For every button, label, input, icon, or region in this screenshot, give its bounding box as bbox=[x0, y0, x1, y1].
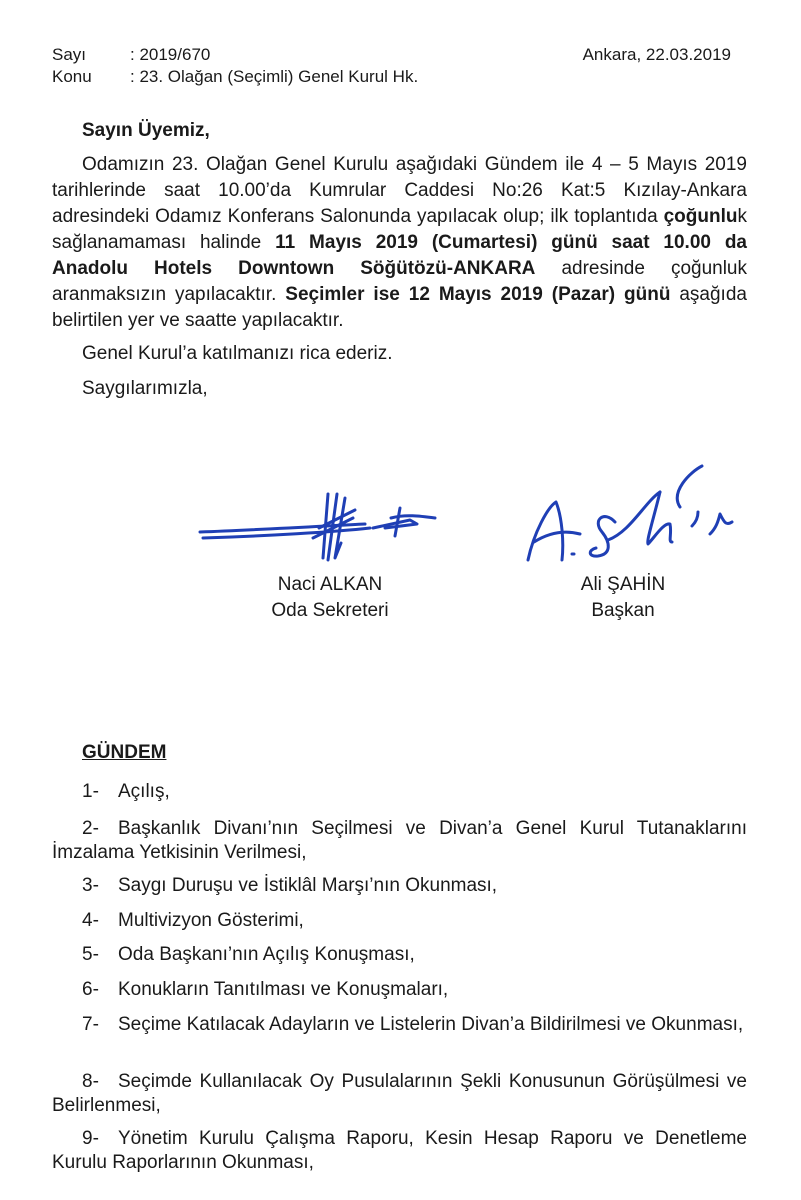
participation-request: Genel Kurul’a katılmanızı rica ederiz. bbox=[82, 343, 393, 364]
subject-value: : 23. Olağan (Seçimli) Genel Kurul Hk. bbox=[130, 67, 419, 86]
text-run: Odamızın 23. Olağan Genel Kurulu aşağıdaki Gündem ile 4 – 5 Mayıs 2019 tarihlerinde saat 10.00’da Kumrular Caddesi No:26 Kat:5 Kızılay-Ankara adresindeki Odamız Konferans Salonunda yapılacak olup; ilk toplantıda bbox=[52, 154, 747, 227]
bold-text-run: 11 Mayıs 2019 (Cumartesi) günü saat 10.00 da Anadolu Hotels Downtown Söğütözü-ANKARA bbox=[52, 232, 747, 279]
agenda-item: 2- Başkanlık Divanı’nın Seçilmesi ve Divan’a Genel Kurul Tutanaklarını İmzalama Yetkisinin Verilmesi, bbox=[52, 818, 747, 863]
agenda-item: 5- Oda Başkanı’nın Açılış Konuşması, bbox=[82, 944, 415, 965]
reference-number-value: : 2019/670 bbox=[130, 45, 211, 64]
agenda-item: 9- Yönetim Kurulu Çalışma Raporu, Kesin Hesap Raporu ve Denetleme Kurulu Raporlarının Okunması, bbox=[52, 1128, 747, 1173]
agenda-item: 6- Konukların Tanıtılması ve Konuşmaları, bbox=[82, 979, 449, 1000]
signatory-name: Ali ŞAHİN bbox=[580, 574, 666, 595]
text-run: adresinde çoğunluk aranmaksızın yapılacaktır. bbox=[52, 258, 747, 305]
letter-header bbox=[0, 44, 801, 94]
signatory-title: Başkan bbox=[591, 600, 655, 621]
agenda-item: 8- Seçimde Kullanılacak Oy Pusulalarının Şekli Konusunun Görüşülmesi ve Belirlenmesi, bbox=[52, 1071, 747, 1116]
bold-text-run: çoğunlu bbox=[663, 206, 738, 227]
agenda-item: 1- Açılış, bbox=[82, 781, 170, 802]
president-signature bbox=[520, 462, 740, 572]
greeting: Sayın Üyemiz, bbox=[82, 120, 210, 141]
text-run: k sağlanamaması halinde bbox=[52, 206, 747, 253]
signatory-president bbox=[513, 572, 733, 624]
agenda-item: 3- Saygı Duruşu ve İstiklâl Marşı’nın Okunması, bbox=[82, 875, 498, 896]
closing-salutation: Saygılarımızla, bbox=[82, 378, 208, 399]
agenda-heading: GÜNDEM bbox=[82, 742, 167, 763]
text-run: aşağıda belirtilen yer ve saatte yapılacaktır. bbox=[52, 284, 747, 331]
agenda-item: 4- Multivizyon Gösterimi, bbox=[82, 910, 304, 931]
signatory-name: Naci ALKAN bbox=[277, 574, 383, 595]
letter-body-paragraph bbox=[52, 152, 747, 334]
bold-text-run: Seçimler ise 12 Mayıs 2019 (Pazar) günü bbox=[285, 284, 671, 305]
reference-number-label: Sayı bbox=[52, 45, 87, 64]
agenda-item: 7- Seçime Katılacak Adayların ve Listelerin Divan’a Bildirilmesi ve Okunması, bbox=[82, 1014, 744, 1035]
secretary-signature bbox=[195, 488, 445, 568]
signatory-title: Oda Sekreteri bbox=[271, 600, 389, 621]
signatory-secretary bbox=[220, 572, 440, 624]
subject-label: Konu bbox=[52, 67, 92, 86]
place-date: Ankara, 22.03.2019 bbox=[582, 45, 731, 64]
